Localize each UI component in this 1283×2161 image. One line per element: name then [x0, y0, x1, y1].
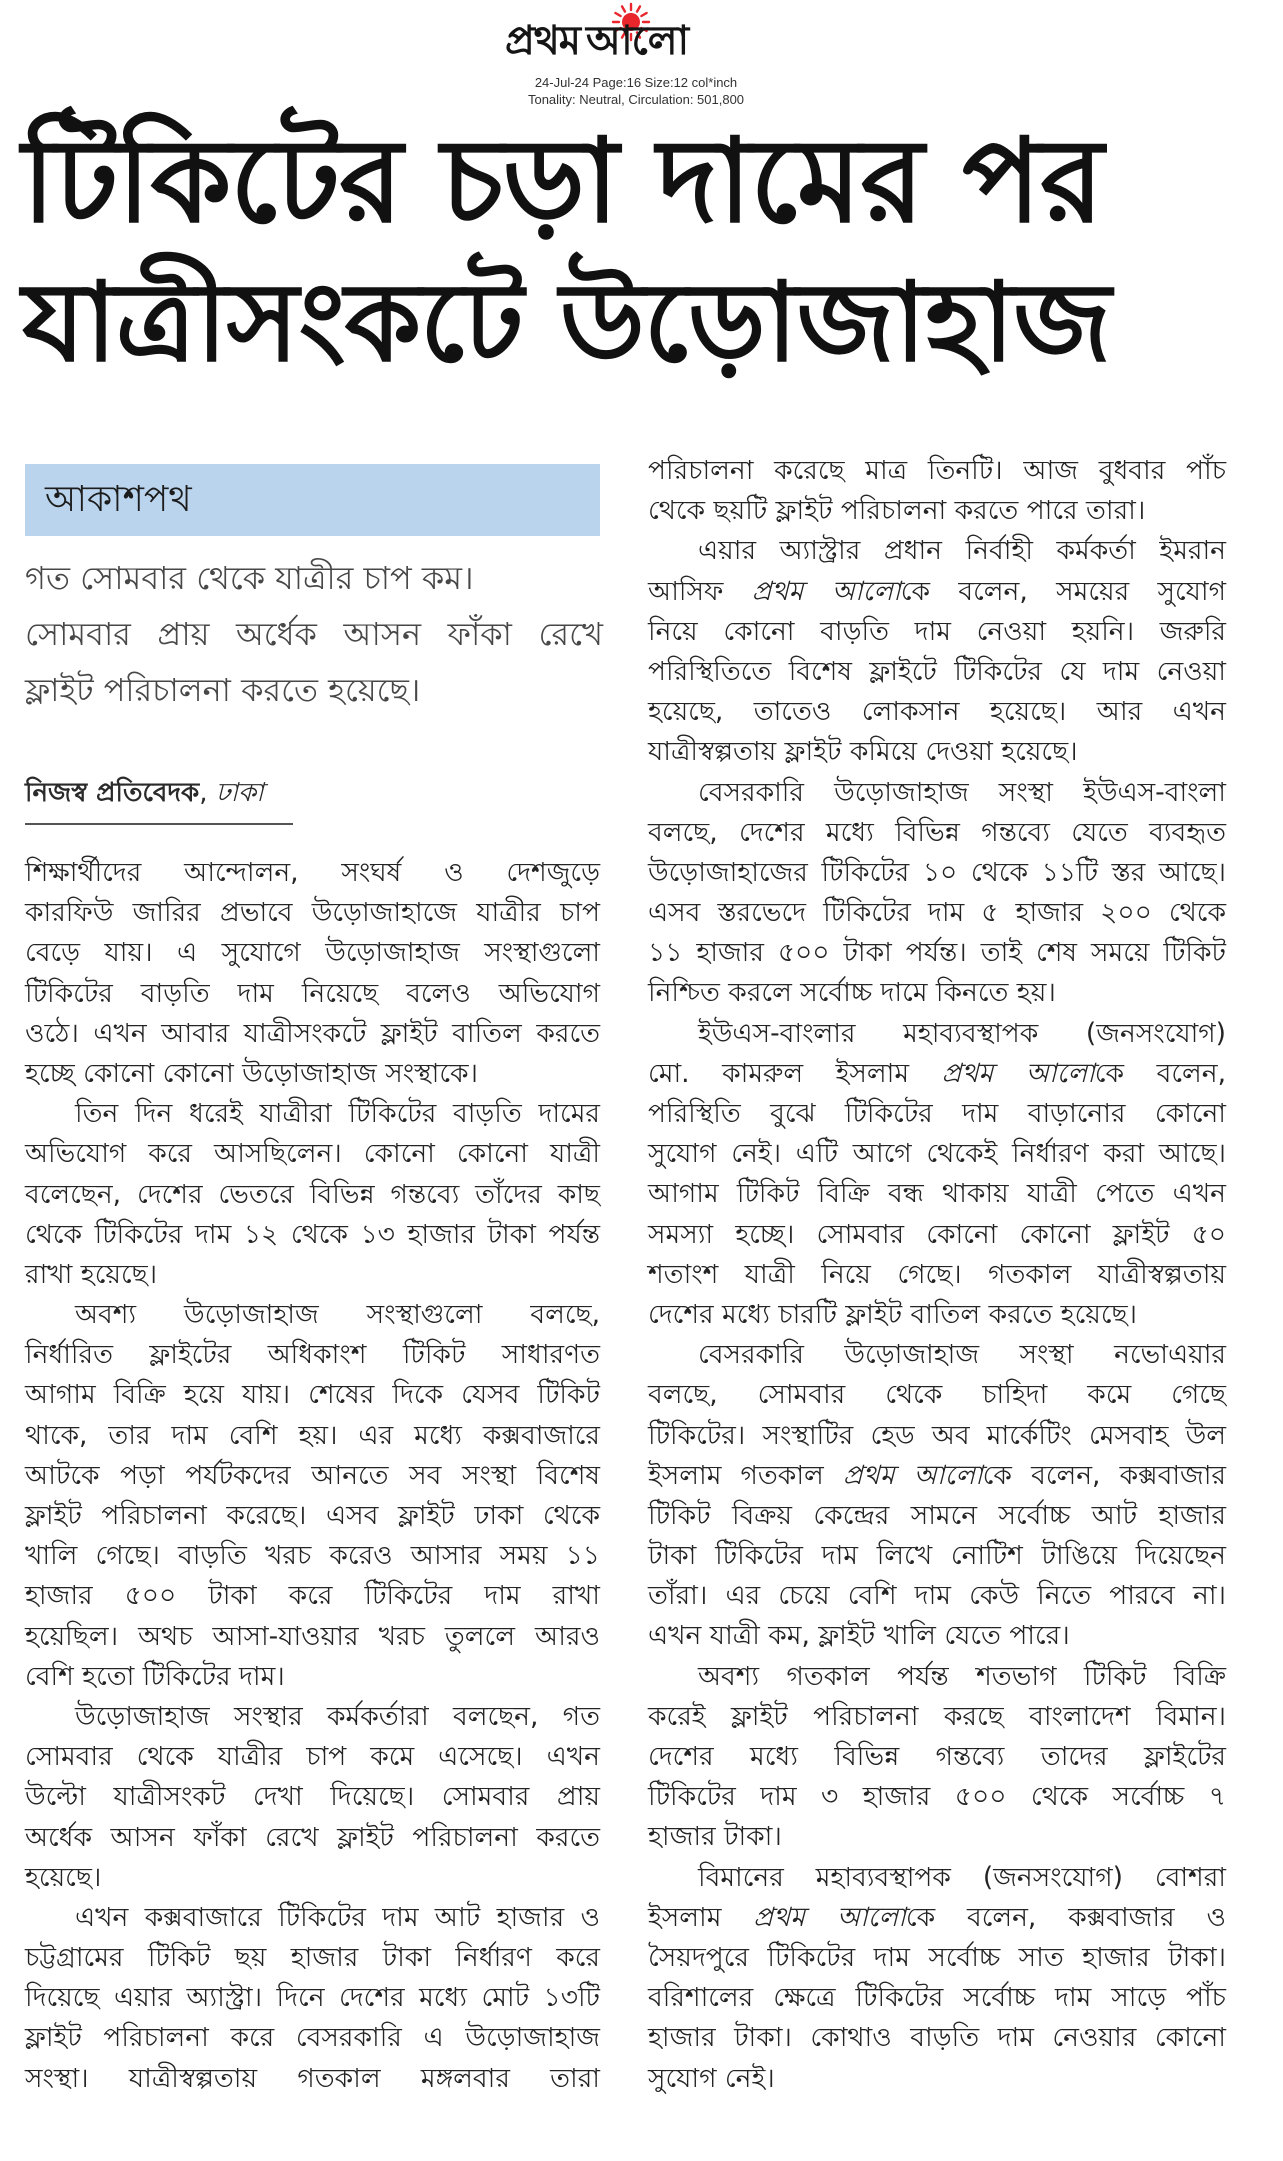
article-paragraph — [648, 1858, 1226, 2099]
line-text: এসব স্তরভেদে টিকিটের দাম ৫ হাজার ২০০ থেকে — [648, 897, 1226, 929]
article-line — [648, 531, 1226, 571]
line-text: কে বলেন, সময়ের সুযোগ — [900, 575, 1226, 607]
article-line — [25, 1978, 600, 2018]
article-line — [648, 853, 1226, 893]
section-tag — [25, 464, 600, 536]
line-text: ইসলাম গতকাল — [648, 1459, 843, 1491]
article-line — [25, 1898, 600, 1938]
article-line — [25, 1576, 600, 1616]
article-line — [25, 2059, 600, 2099]
article-line — [25, 1134, 600, 1174]
line-text: টিকিটের বাড়তি দাম নিয়েছে বলেও অভিযোগ — [25, 977, 600, 1009]
article-line — [648, 1456, 1226, 1496]
article-line — [25, 1858, 600, 1898]
line-text: বলেছেন, দেশের ভেতরে বিভিন্ন গন্তব্যে তাঁদের কাছ — [25, 1178, 600, 1210]
line-text: শিক্ষার্থীদের আন্দোলন, সংঘর্ষ ও দেশজুড়ে — [25, 857, 600, 888]
line-text: টিকিট বিক্রয় কেন্দ্রের সামনে সর্বোচ্চ আট হাজার — [648, 1499, 1226, 1531]
article-line — [25, 1054, 600, 1094]
deck-line: গত সোমবার থেকে যাত্রীর চাপ কম। — [25, 559, 474, 597]
line-text: পরিস্থিতিতে বিশেষ ফ্লাইটে টিকিটের যে দাম নেওয়া — [648, 655, 1226, 687]
line-text: এখন যাত্রী কম, ফ্লাইট খালি যেতে পারে। — [648, 1620, 1070, 1652]
article-line — [25, 1255, 600, 1295]
line-text: এয়ার অ্যাস্ট্রার প্রধান নির্বাহী কর্মকর্তা ইমরান — [698, 535, 1226, 567]
article-line — [648, 1817, 1226, 1857]
newspaper-logo — [505, 16, 767, 66]
article-line — [648, 1657, 1226, 1697]
article-line — [648, 1014, 1226, 1054]
article-deck — [25, 550, 603, 718]
article-line — [25, 893, 600, 933]
article-line — [648, 1054, 1226, 1094]
line-text: ১১ হাজার ৫০০ টাকা পর্যন্ত। তাই শেষ সময়ে টিকিট — [648, 937, 1226, 969]
line-text: হয়েছে, তাতেও লোকসান হয়েছে। আর এখন — [648, 696, 1226, 728]
line-text: বলছে, সোমবার থেকে চাহিদা কমে গেছে — [648, 1379, 1226, 1411]
line-text: নির্ধারিত ফ্লাইটের অধিকাংশ টিকিট সাধারণত — [25, 1339, 600, 1371]
line-text: অবশ্য উড়োজাহাজ সংস্থাগুলো বলছে, — [75, 1299, 600, 1331]
article-line — [25, 1014, 600, 1054]
line-text: অর্ধেক আসন ফাঁকা রেখে ফ্লাইট পরিচালনা করতে — [25, 1821, 600, 1853]
byline-separator: , — [199, 778, 216, 808]
line-text: ইসলাম — [648, 1901, 754, 1933]
article-line — [648, 1416, 1226, 1456]
article-line — [648, 692, 1226, 732]
article-line — [25, 1938, 600, 1978]
clip-info: 24-Jul-24 Page:16 Size:12 col*inch — [534, 75, 738, 90]
logo-word-prothom: প্রথম — [505, 18, 580, 64]
line-text: টিকিটের দাম ৩ হাজার ৫০০ থেকে সর্বোচ্চ ৭ — [648, 1781, 1226, 1813]
article-line — [648, 1295, 1226, 1335]
article-line — [648, 933, 1226, 973]
article-line — [648, 1777, 1226, 1817]
article-paragraph — [25, 853, 600, 1094]
article-line — [25, 1617, 600, 1657]
line-text: অভিযোগ করে আসছিলেন। কোনো কোনো যাত্রী — [25, 1138, 600, 1170]
emphasis-text: প্রথম আলো — [941, 1057, 1095, 1089]
article-line — [648, 1134, 1226, 1174]
article-paragraph — [25, 1697, 600, 1898]
article-paragraph — [648, 1014, 1226, 1336]
article-line — [648, 1174, 1226, 1214]
line-text: সংস্থা। যাত্রীস্বল্পতায় গতকাল মঙ্গলবার তারা — [25, 2062, 600, 2094]
line-text: কে বলেন, — [1094, 1057, 1226, 1089]
emphasis-text: প্রথম আলো — [751, 575, 901, 607]
article-line — [648, 1375, 1226, 1415]
line-text: হাজার ৫০০ টাকা করে টিকিটের দাম রাখা — [25, 1580, 600, 1612]
line-text: থাকে, তার দাম বেশি হয়। এর মধ্যে কক্সবাজারে — [25, 1419, 600, 1451]
article-line — [648, 973, 1226, 1013]
line-text: রাখা হয়েছে। — [25, 1258, 158, 1290]
byline-divider — [25, 823, 293, 825]
emphasis-text: প্রথম আলো — [842, 1459, 983, 1491]
line-text: পরিস্থিতি বুঝে টিকিটের দাম বাড়ানোর কোনো — [648, 1098, 1226, 1129]
article-line — [648, 652, 1226, 692]
emphasis-text: প্রথম আলো — [753, 1901, 906, 1933]
line-text: পরিচালনা করেছে মাত্র তিনটি। আজ বুধবার পাঁচ — [648, 455, 1226, 486]
article-line — [648, 572, 1226, 612]
article-line — [648, 1094, 1226, 1134]
headline-line: টিকিটের চড়া দামের পর — [22, 115, 1103, 249]
article-line — [25, 2018, 600, 2058]
line-text: চট্টগ্রামের টিকিট ছয় হাজার টাকা নির্ধারণ করে — [25, 1942, 600, 1974]
line-text: এখন কক্সবাজারে টিকিটের দাম আট হাজার ও — [75, 1901, 600, 1933]
line-text: বিমানের মহাব্যবস্থাপক (জনসংযোগ) বোশরা — [698, 1861, 1226, 1893]
article-line — [648, 1536, 1226, 1576]
line-text: বেশি হতো টিকিটের দাম। — [25, 1660, 285, 1692]
article-line — [648, 2018, 1226, 2058]
line-text: করেই ফ্লাইট পরিচালনা করছে বাংলাদেশ বিমান। — [648, 1700, 1226, 1732]
line-text: আগাম বিক্রি হয়ে যায়। শেষের দিকে যেসব টিকিট — [25, 1379, 600, 1411]
article-line — [25, 853, 600, 893]
article-paragraph — [648, 1657, 1226, 1858]
article-line — [25, 1094, 600, 1134]
article-column-right — [648, 451, 1226, 2099]
deck-line: সোমবার প্রায় অর্ধেক আসন ফাঁকা রেখে — [25, 615, 603, 653]
byline-reporter: নিজস্ব প্রতিবেদক — [25, 778, 200, 808]
article-paragraph — [25, 1295, 600, 1697]
line-text: হয়েছিল। অথচ আসা-যাওয়ার খরচ তুললে আরও — [25, 1620, 600, 1652]
article-line — [648, 732, 1226, 772]
article-line — [25, 1215, 600, 1255]
article-line — [25, 1456, 600, 1496]
article-line — [648, 1737, 1226, 1777]
article-line — [25, 1416, 600, 1456]
logo-word-alo: আলো — [585, 18, 689, 64]
article-line — [25, 1737, 600, 1777]
article-line — [648, 1858, 1226, 1898]
headline-line: যাত্রীসংকটে উড়োজাহাজ — [22, 258, 1111, 386]
line-text: ফ্লাইট পরিচালনা করে বেসরকারি এ উড়োজাহাজ — [25, 2022, 600, 2054]
line-text: আটকে পড়া পর্যটকদের আনতে সব সংস্থা বিশেষ — [25, 1459, 600, 1491]
line-text: বরিশালের ক্ষেত্রে টিকিটের সর্বোচ্চ দাম সাড়ে পাঁচ — [648, 1982, 1226, 2014]
line-text: হাজার টাকা। — [648, 1821, 782, 1853]
line-text: বলছে, দেশের মধ্যে বিভিন্ন গন্তব্যে যেতে ব্যবহৃত — [648, 816, 1226, 848]
article-paragraph — [648, 531, 1226, 772]
article-paragraph — [648, 451, 1226, 531]
article-paragraph — [648, 1335, 1226, 1657]
article-line — [648, 1898, 1226, 1938]
article-line — [648, 1255, 1226, 1295]
line-text: আগাম টিকিট বিক্রি বন্ধ থাকায় যাত্রী পেতে এখন — [648, 1178, 1226, 1210]
line-text: হচ্ছে কোনো কোনো উড়োজাহাজ সংস্থাকে। — [25, 1057, 479, 1089]
line-text: অবশ্য গতকাল পর্যন্ত শতভাগ টিকিট বিক্রি — [698, 1660, 1226, 1692]
article-line — [648, 1938, 1226, 1978]
line-text: নিশ্চিত করলে সর্বোচ্চ দামে কিনতে হয়। — [648, 977, 1056, 1009]
article-line — [25, 1536, 600, 1576]
article-paragraph — [25, 1094, 600, 1295]
line-text: দিয়েছে এয়ার অ্যাস্ট্রা। দিনে দেশের মধ্যে মোট ১৩টি — [25, 1982, 600, 2014]
line-text: বেড়ে যায়। এ সুযোগে উড়োজাহাজ সংস্থাগুলো — [25, 937, 600, 969]
deck-line: ফ্লাইট পরিচালনা করতে হয়েছে। — [25, 671, 421, 709]
sun-ray — [622, 6, 625, 11]
line-text: যাত্রীস্বল্পতায় ফ্লাইট কমিয়ে দেওয়া হয়েছে। — [648, 736, 1078, 768]
article-line — [648, 813, 1226, 853]
line-text: থেকে ছয়টি ফ্লাইট পরিচালনা করতে পারে তারা। — [648, 495, 1146, 527]
line-text: ওঠে। এখন আবার যাত্রীসংকটে ফ্লাইট বাতিল করতে — [25, 1017, 600, 1049]
section-tag-label: আকাশপথ — [45, 479, 192, 520]
article-line — [648, 1496, 1226, 1536]
sun-ray — [637, 6, 640, 11]
article-line — [25, 1335, 600, 1375]
article-line — [648, 1576, 1226, 1616]
line-text: তিন দিন ধরেই যাত্রীরা টিকিটের বাড়তি দামের — [75, 1098, 600, 1130]
line-text: উড়োজাহাজের টিকিটের ১০ থেকে ১১টি স্তর আছে। — [648, 856, 1226, 888]
article-line — [25, 1818, 600, 1858]
line-text: বেসরকারি উড়োজাহাজ সংস্থা নভোএয়ার — [698, 1339, 1226, 1371]
article-line — [648, 773, 1226, 813]
line-text: উড়োজাহাজ সংস্থার কর্মকর্তারা বলছেন, গত — [75, 1700, 600, 1732]
article-paragraph — [648, 773, 1226, 1014]
byline-location: ঢাকা — [215, 778, 264, 808]
line-text: টাকা টিকিটের দাম লিখে নোটিশ টাঙিয়ে দিয়েছেন — [648, 1540, 1226, 1572]
article-line — [648, 893, 1226, 933]
article-line — [648, 612, 1226, 652]
clip-stats: Tonality: Neutral, Circulation: 501,800 — [527, 92, 745, 107]
line-text: বেসরকারি উড়োজাহাজ সংস্থা ইউএস-বাংলা — [698, 776, 1226, 808]
line-text: শতাংশ যাত্রী নিয়ে গেছে। গতকাল যাত্রীস্বল্পতায় — [648, 1258, 1226, 1290]
article-line — [648, 1215, 1226, 1255]
line-text: তাঁরা। এর চেয়ে বেশি দাম কেউ নিতে পারবে না। — [648, 1580, 1226, 1612]
line-text: নিয়ে কোনো বাড়তি দাম নেওয়া হয়নি। জরুরি — [648, 615, 1226, 647]
byline — [25, 775, 600, 811]
article-line — [25, 1657, 600, 1697]
article-paragraph — [25, 1898, 600, 2099]
line-text: হাজার টাকা। কোথাও বাড়তি দাম নেওয়ার কোনো — [648, 2022, 1226, 2054]
line-text: কারফিউ জারির প্রভাবে উড়োজাহাজে যাত্রীর চাপ — [25, 897, 600, 929]
article-headline — [22, 112, 1222, 392]
article-line — [25, 1697, 600, 1737]
line-text: উল্টো যাত্রীসংকট দেখা দিয়েছে। সোমবার প্রায় — [25, 1781, 600, 1813]
line-text: ইউএস-বাংলার মহাব্যবস্থাপক (জনসংযোগ) — [698, 1017, 1226, 1049]
line-text: সোমবার থেকে যাত্রীর চাপ কমে এসেছে। এখন — [25, 1741, 600, 1773]
article-line — [648, 2059, 1226, 2099]
article-line — [648, 1697, 1226, 1737]
line-text: কে বলেন, কক্সবাজার — [982, 1459, 1226, 1491]
line-text: কে বলেন, কক্সবাজার ও — [905, 1901, 1226, 1933]
line-text: সুযোগ নেই। এটি আগে থেকেই নির্ধারণ করা আছে। — [648, 1138, 1226, 1170]
article-line — [25, 1777, 600, 1817]
article-line — [648, 1616, 1226, 1656]
line-text: মো. কামরুল ইসলাম — [648, 1057, 942, 1089]
article-line — [648, 1335, 1226, 1375]
line-text: খালি গেছে। বাড়তি খরচ করেও আসার সময় ১১ — [25, 1540, 600, 1572]
line-text: সুযোগ নেই। — [648, 2062, 775, 2094]
line-text: টিকিটের। সংস্থাটির হেড অব মার্কেটিং মেসবাহ উল — [648, 1419, 1226, 1451]
line-text: সৈয়দপুরে টিকিটের দাম সর্বোচ্চ সাত হাজার টাকা। — [648, 1941, 1226, 1973]
article-line — [648, 451, 1226, 491]
article-line — [25, 974, 600, 1014]
line-text: আসিফ — [648, 575, 752, 607]
article-line — [25, 1496, 600, 1536]
line-text: দেশের মধ্যে বিভিন্ন গন্তব্যে তাদের ফ্লাইটের — [648, 1741, 1226, 1772]
article-line — [648, 491, 1226, 531]
line-text: থেকে টিকিটের দাম ১২ থেকে ১৩ হাজার টাকা পর্যন্ত — [25, 1218, 600, 1250]
article-line — [648, 1978, 1226, 2018]
line-text: দেশের মধ্যে চারটি ফ্লাইট বাতিল করতে হয়েছে। — [648, 1298, 1138, 1330]
article-line — [25, 1175, 600, 1215]
line-text: হয়েছে। — [25, 1861, 102, 1893]
article-line — [25, 1375, 600, 1415]
article-line — [25, 933, 600, 973]
article-column-left — [25, 853, 600, 2099]
article-line — [25, 1295, 600, 1335]
line-text: সমস্যা হচ্ছে। সোমবার কোনো কোনো ফ্লাইট ৫০ — [648, 1218, 1226, 1250]
line-text: ফ্লাইট পরিচালনা করেছে। এসব ফ্লাইট ঢাকা থেকে — [25, 1500, 600, 1531]
